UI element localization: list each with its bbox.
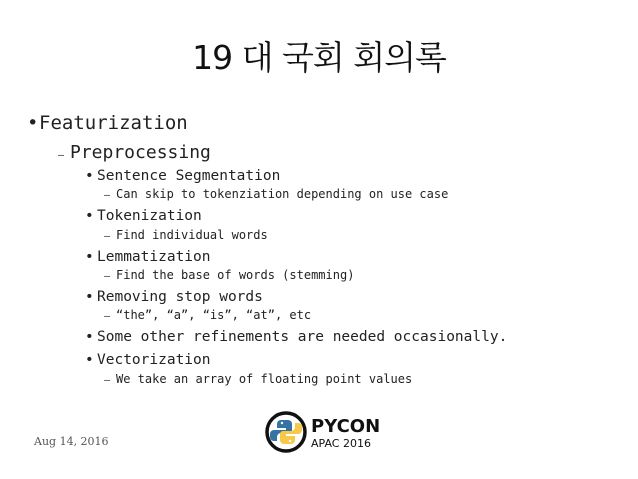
- item-label: Sentence Segmentation: [97, 168, 281, 184]
- slide-title: 19 대 국회 회의록: [192, 38, 446, 77]
- bullet-icon: •: [85, 329, 94, 345]
- item-label: Lemmatization: [97, 249, 211, 265]
- dash-icon: –: [104, 375, 111, 386]
- bullet-featurization: [27, 112, 188, 134]
- list-item-vectorization: [85, 352, 211, 368]
- bullet-icon: •: [85, 352, 94, 368]
- pycon-logo-graphic: [265, 411, 385, 453]
- subitem-label: Can skip to tokenziation depending on use case: [116, 187, 449, 201]
- list-item-sentence-segmentation: [85, 168, 280, 184]
- item-label: Tokenization: [97, 208, 202, 224]
- dash-icon: –: [104, 190, 111, 201]
- bullet-preprocessing: [58, 142, 211, 163]
- pycon-logo: [265, 411, 385, 457]
- bullet-label: Preprocessing: [70, 142, 211, 163]
- bullet-icon: •: [85, 289, 94, 305]
- slide-date: Aug 14, 2016: [34, 435, 109, 448]
- bullet-icon: •: [85, 208, 94, 224]
- dash-icon: –: [104, 231, 111, 242]
- subitem-label: Find the base of words (stemming): [116, 268, 355, 282]
- dash-icon: –: [104, 271, 111, 282]
- bullet-label: Featurization: [39, 112, 188, 134]
- pycon-logo-sub: APAC 2016: [311, 437, 371, 450]
- subitem-label: “the”, “a”, “is”, “at”, etc: [116, 308, 312, 322]
- dash-icon: –: [58, 150, 65, 161]
- item-label: Removing stop words: [97, 289, 263, 305]
- bullet-icon: •: [27, 112, 39, 134]
- subitem-label: Find individual words: [116, 228, 268, 242]
- list-subitem: [104, 228, 268, 242]
- list-item-stop-words: [85, 289, 263, 305]
- list-subitem: [104, 187, 448, 201]
- list-item-tokenization: [85, 208, 202, 224]
- list-subitem: [104, 268, 354, 282]
- list-item-lemmatization: [85, 249, 211, 265]
- list-subitem: [104, 372, 412, 386]
- bullet-icon: •: [85, 249, 94, 265]
- list-item-refinements: [85, 329, 507, 345]
- item-label: Vectorization: [97, 352, 211, 368]
- item-label: Some other refinements are needed occasionally.: [97, 329, 508, 345]
- dash-icon: –: [104, 311, 111, 322]
- subitem-label: We take an array of floating point values: [116, 372, 413, 386]
- list-subitem: [104, 308, 311, 322]
- pycon-logo-word: PYCON: [311, 416, 381, 437]
- bullet-icon: •: [85, 168, 94, 184]
